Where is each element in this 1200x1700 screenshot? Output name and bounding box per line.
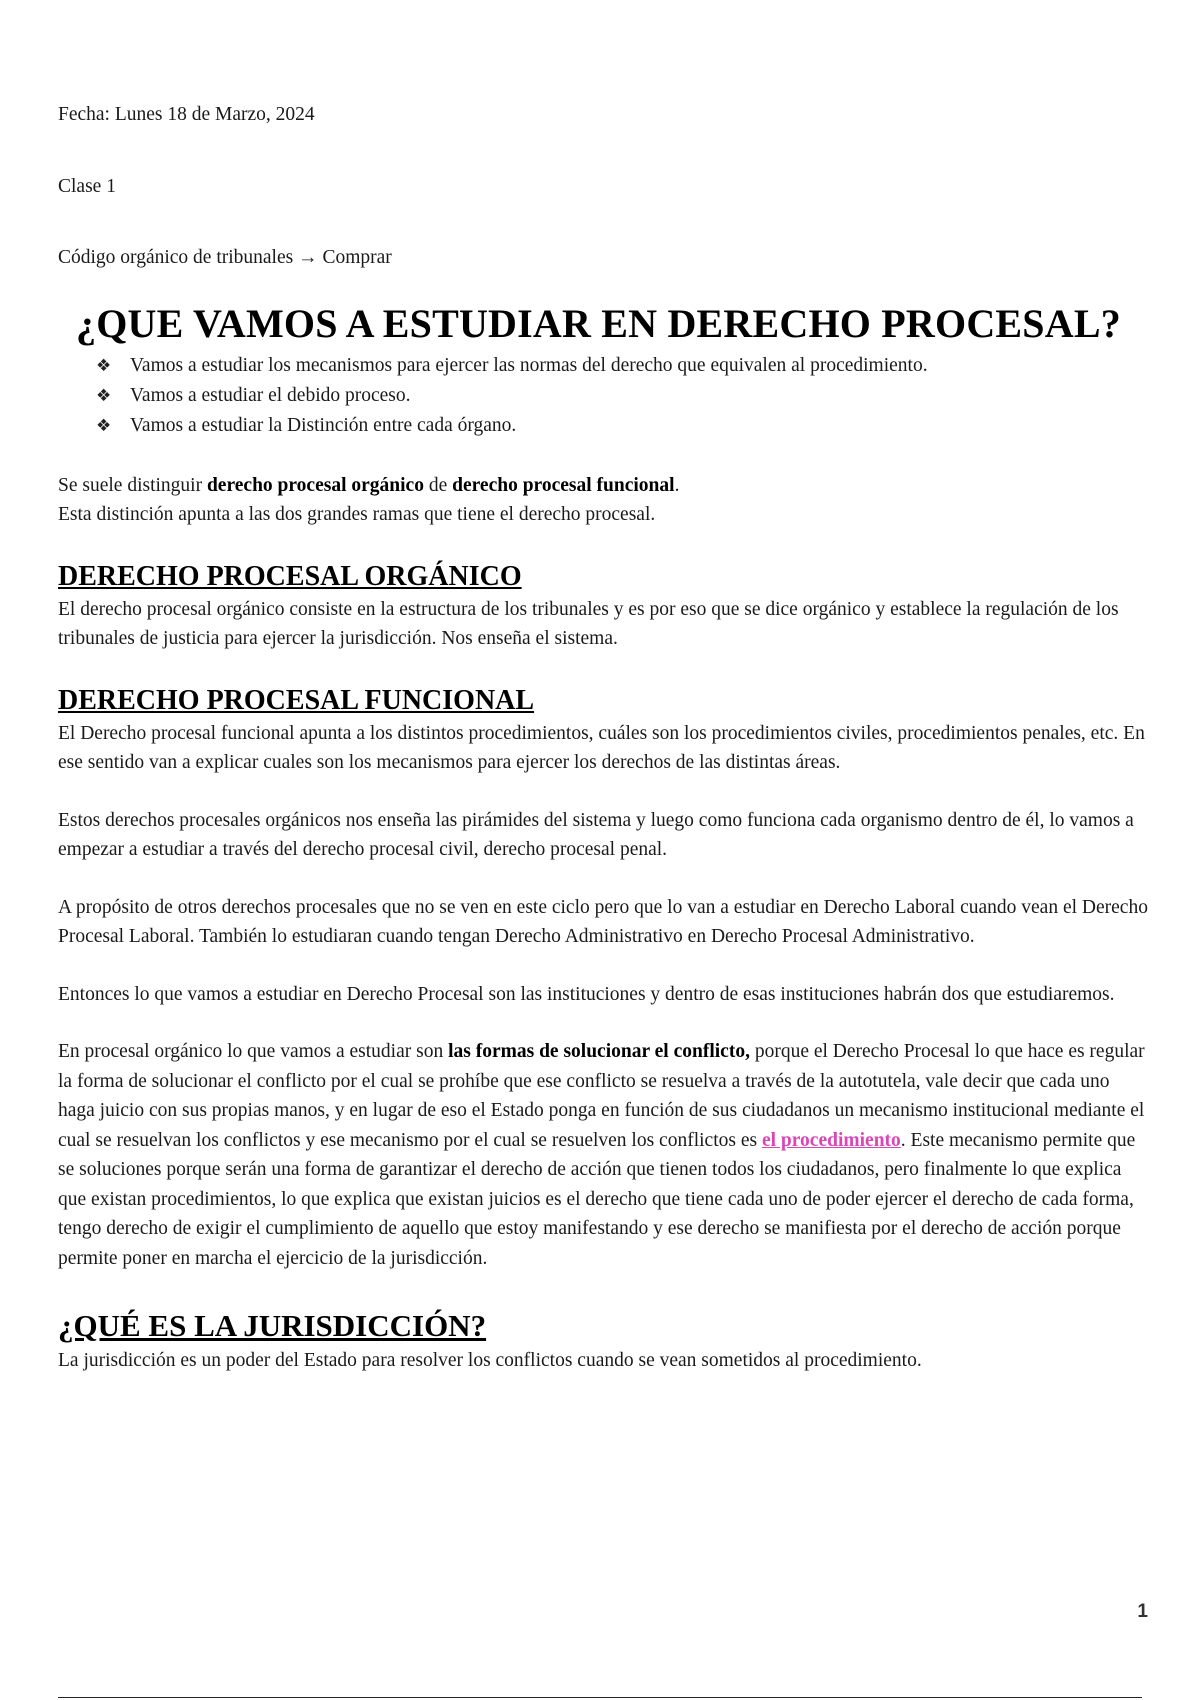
class-line: Clase 1: [58, 175, 116, 197]
intro-paragraph: [58, 471, 1148, 501]
page-number: 1: [1137, 1601, 1148, 1622]
intro-text: .: [674, 474, 680, 496]
funcional-paragraph: El Derecho procesal funcional apunta a los distintos procedimientos, cuáles son los procedimientos civiles, procedimientos penales, etc. En ese sentido van a explicar cuales son los mecanismos para ejercer los derechos de las distintas áreas.: [58, 722, 1145, 773]
paragraph-text: porque el Derecho Procesal lo que hace es regular la forma de solucionar el conflicto por el cual se prohíbe que ese conflicto se resuelva a través de la autotutela, vale decir que cada uno haga juicio con sus propias manos, y en lugar de eso el Estado ponga en función de sus ciudadanos un mecanismo institucional mediante el cual se resuelvan los conflictos y ese mecanismo por el cual se resuelven los conflictos es: [58, 1041, 1145, 1151]
conflicto-paragraph: [58, 1037, 1148, 1273]
bullet-text: Vamos a estudiar la Distinción entre cada órgano.: [130, 414, 517, 436]
intro-text: de: [423, 474, 453, 496]
bold-phrase-conflicto: las formas de solucionar el conflicto,: [448, 1041, 750, 1062]
jurisdiccion-paragraph: La jurisdicción es un poder del Estado para resolver los conflictos cuando se vean sometidos al procedimiento.: [58, 1350, 922, 1371]
organico-paragraph: El derecho procesal orgánico consiste en la estructura de los tribunales y es por eso que se dice orgánico y establece la regulación de los tribunales de justicia para ejercer la jurisdicción. Nos enseña el sistema.: [58, 598, 1119, 649]
bold-term-funcional: derecho procesal funcional: [452, 474, 675, 496]
page-divider: [58, 1697, 1142, 1698]
bullet-list: [58, 351, 1148, 441]
intro-text: Se suele distinguir: [58, 474, 207, 496]
section-heading-organico: DERECHO PROCESAL ORGÁNICO: [58, 560, 522, 592]
bullet-text: Vamos a estudiar el debido proceso.: [130, 384, 411, 406]
diamond-bullet-icon: ❖: [96, 415, 112, 436]
section-heading-jurisdiccion: ¿QUÉ ES LA JURISDICCIÓN?: [58, 1308, 487, 1343]
code-line: Código orgánico de tribunales → Comprar: [58, 247, 392, 268]
paragraph-text: . Este mecanismo permite que se soluciones porque serán una forma de garantizar el derecho de acción que tienen todos los ciudadanos, pero finalmente lo que explica que existan procedimientos, lo que explica que existan juicios es el derecho que tiene cada uno de poder ejercer el derecho de cada forma, tengo derecho de exigir el cumplimiento de aquello que estoy manifestando y ese derecho se manifiesta por el derecho de acción porque permite poner en marcha el ejercicio de la jurisdicción.: [58, 1129, 1136, 1269]
bullet-text: Vamos a estudiar los mecanismos para ejercer las normas del derecho que equivalen al procedimiento.: [130, 354, 928, 376]
list-item: [96, 351, 1148, 381]
list-item: [96, 381, 1148, 411]
entonces-paragraph: Entonces lo que vamos a estudiar en Derecho Procesal son las instituciones y dentro de esas instituciones habrán dos que estudiaremos.: [58, 983, 1115, 1005]
list-item: [96, 411, 1148, 441]
section-heading-funcional: DERECHO PROCESAL FUNCIONAL: [58, 684, 535, 716]
bold-term-organico: derecho procesal orgánico: [206, 474, 424, 496]
diamond-bullet-icon: ❖: [96, 385, 112, 406]
main-title: ¿QUE VAMOS A ESTUDIAR EN DERECHO PROCESAL?: [76, 300, 1121, 346]
date-line: Fecha: Lunes 18 de Marzo, 2024: [58, 104, 315, 125]
intro-paragraph-2: Esta distinción apunta a las dos grandes ramas que tiene el derecho procesal.: [58, 504, 656, 525]
piramides-paragraph: Estos derechos procesales orgánicos nos enseña las pirámides del sistema y luego como funciona cada organismo dentro de él, lo vamos a empezar a estudiar a través del derecho procesal civil, derecho procesal penal.: [58, 809, 1134, 860]
document-body: [58, 100, 1148, 1376]
proposito-paragraph: A propósito de otros derechos procesales que no se ven en este ciclo pero que lo van a estudiar en Derecho Laboral cuando vean el Derecho Procesal Laboral. También lo estudiaran cuando tengan Derecho Administrativo en Derecho Procesal Administrativo.: [58, 896, 1148, 947]
paragraph-text: En procesal orgánico lo que vamos a estudiar son: [58, 1041, 449, 1062]
procedimiento-link[interactable]: el procedimiento: [761, 1129, 901, 1151]
diamond-bullet-icon: ❖: [96, 355, 112, 376]
